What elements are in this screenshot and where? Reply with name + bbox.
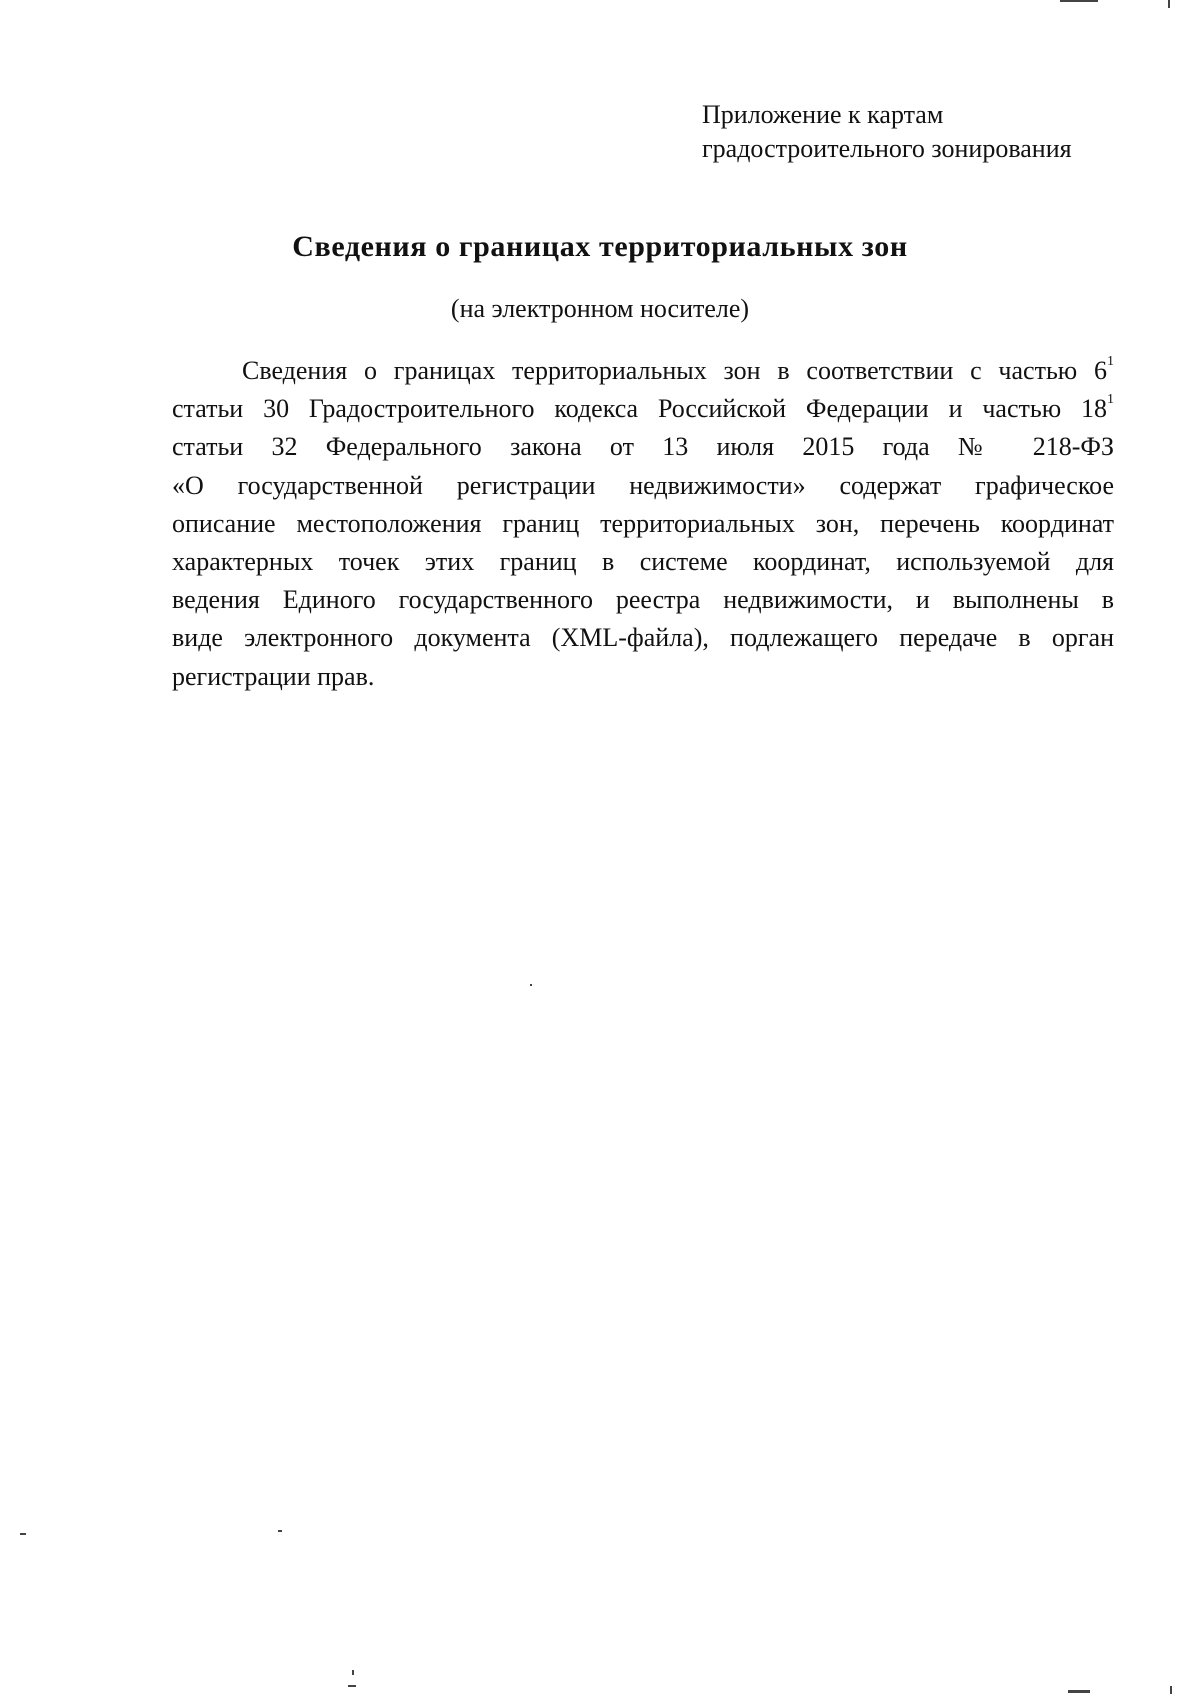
document-title: Сведения о границах территориальных зон [292, 230, 908, 263]
superscript: 1 [1107, 354, 1114, 369]
scan-speck [278, 1530, 282, 1532]
scan-speck [1068, 1690, 1090, 1693]
paragraph-line: «О государственной регистрации недвижимости» содержат графическое [172, 470, 1114, 500]
paragraph-line: характерных точек этих границ в системе координат, используемой для [172, 547, 1114, 577]
paragraph-line: статьи 32 Федерального закона от 13 июля 2015 года № 218-ФЗ [172, 432, 1114, 462]
scan-speck [348, 1685, 356, 1687]
paragraph-line [172, 390, 1114, 428]
paragraph-line-text: статьи 30 Градостроительного кодекса Российской Федерации и частью 18 [172, 394, 1107, 424]
scan-speck [530, 984, 532, 986]
paragraph-line: описание местоположения границ территориальных зон, перечень координат [172, 508, 1114, 538]
scan-speck [352, 1670, 354, 1675]
paragraph-line: ведения Единого государственного реестра недвижимости, и выполнены в [172, 585, 1114, 615]
scan-speck [1168, 0, 1170, 8]
appendix-note-line-2: градостроительного зонирования [702, 134, 1072, 163]
scan-speck [20, 1533, 26, 1535]
paragraph-line: виде электронного документа (XML-файла), подлежащего передаче в орган [172, 623, 1114, 653]
scan-speck [1060, 0, 1098, 2]
appendix-note [702, 98, 1072, 166]
superscript: 1 [1107, 392, 1114, 408]
body-paragraph [172, 352, 1114, 696]
document-subtitle: (на электронном носителе) [450, 294, 750, 323]
paragraph-line [172, 352, 1114, 390]
paragraph-line-text: Сведения о границах территориальных зон в соответствии с частью 6 [242, 356, 1107, 385]
paragraph-line: регистрации прав. [172, 661, 375, 691]
scan-speck [1170, 1686, 1172, 1694]
appendix-note-line-1: Приложение к картам [702, 100, 944, 129]
